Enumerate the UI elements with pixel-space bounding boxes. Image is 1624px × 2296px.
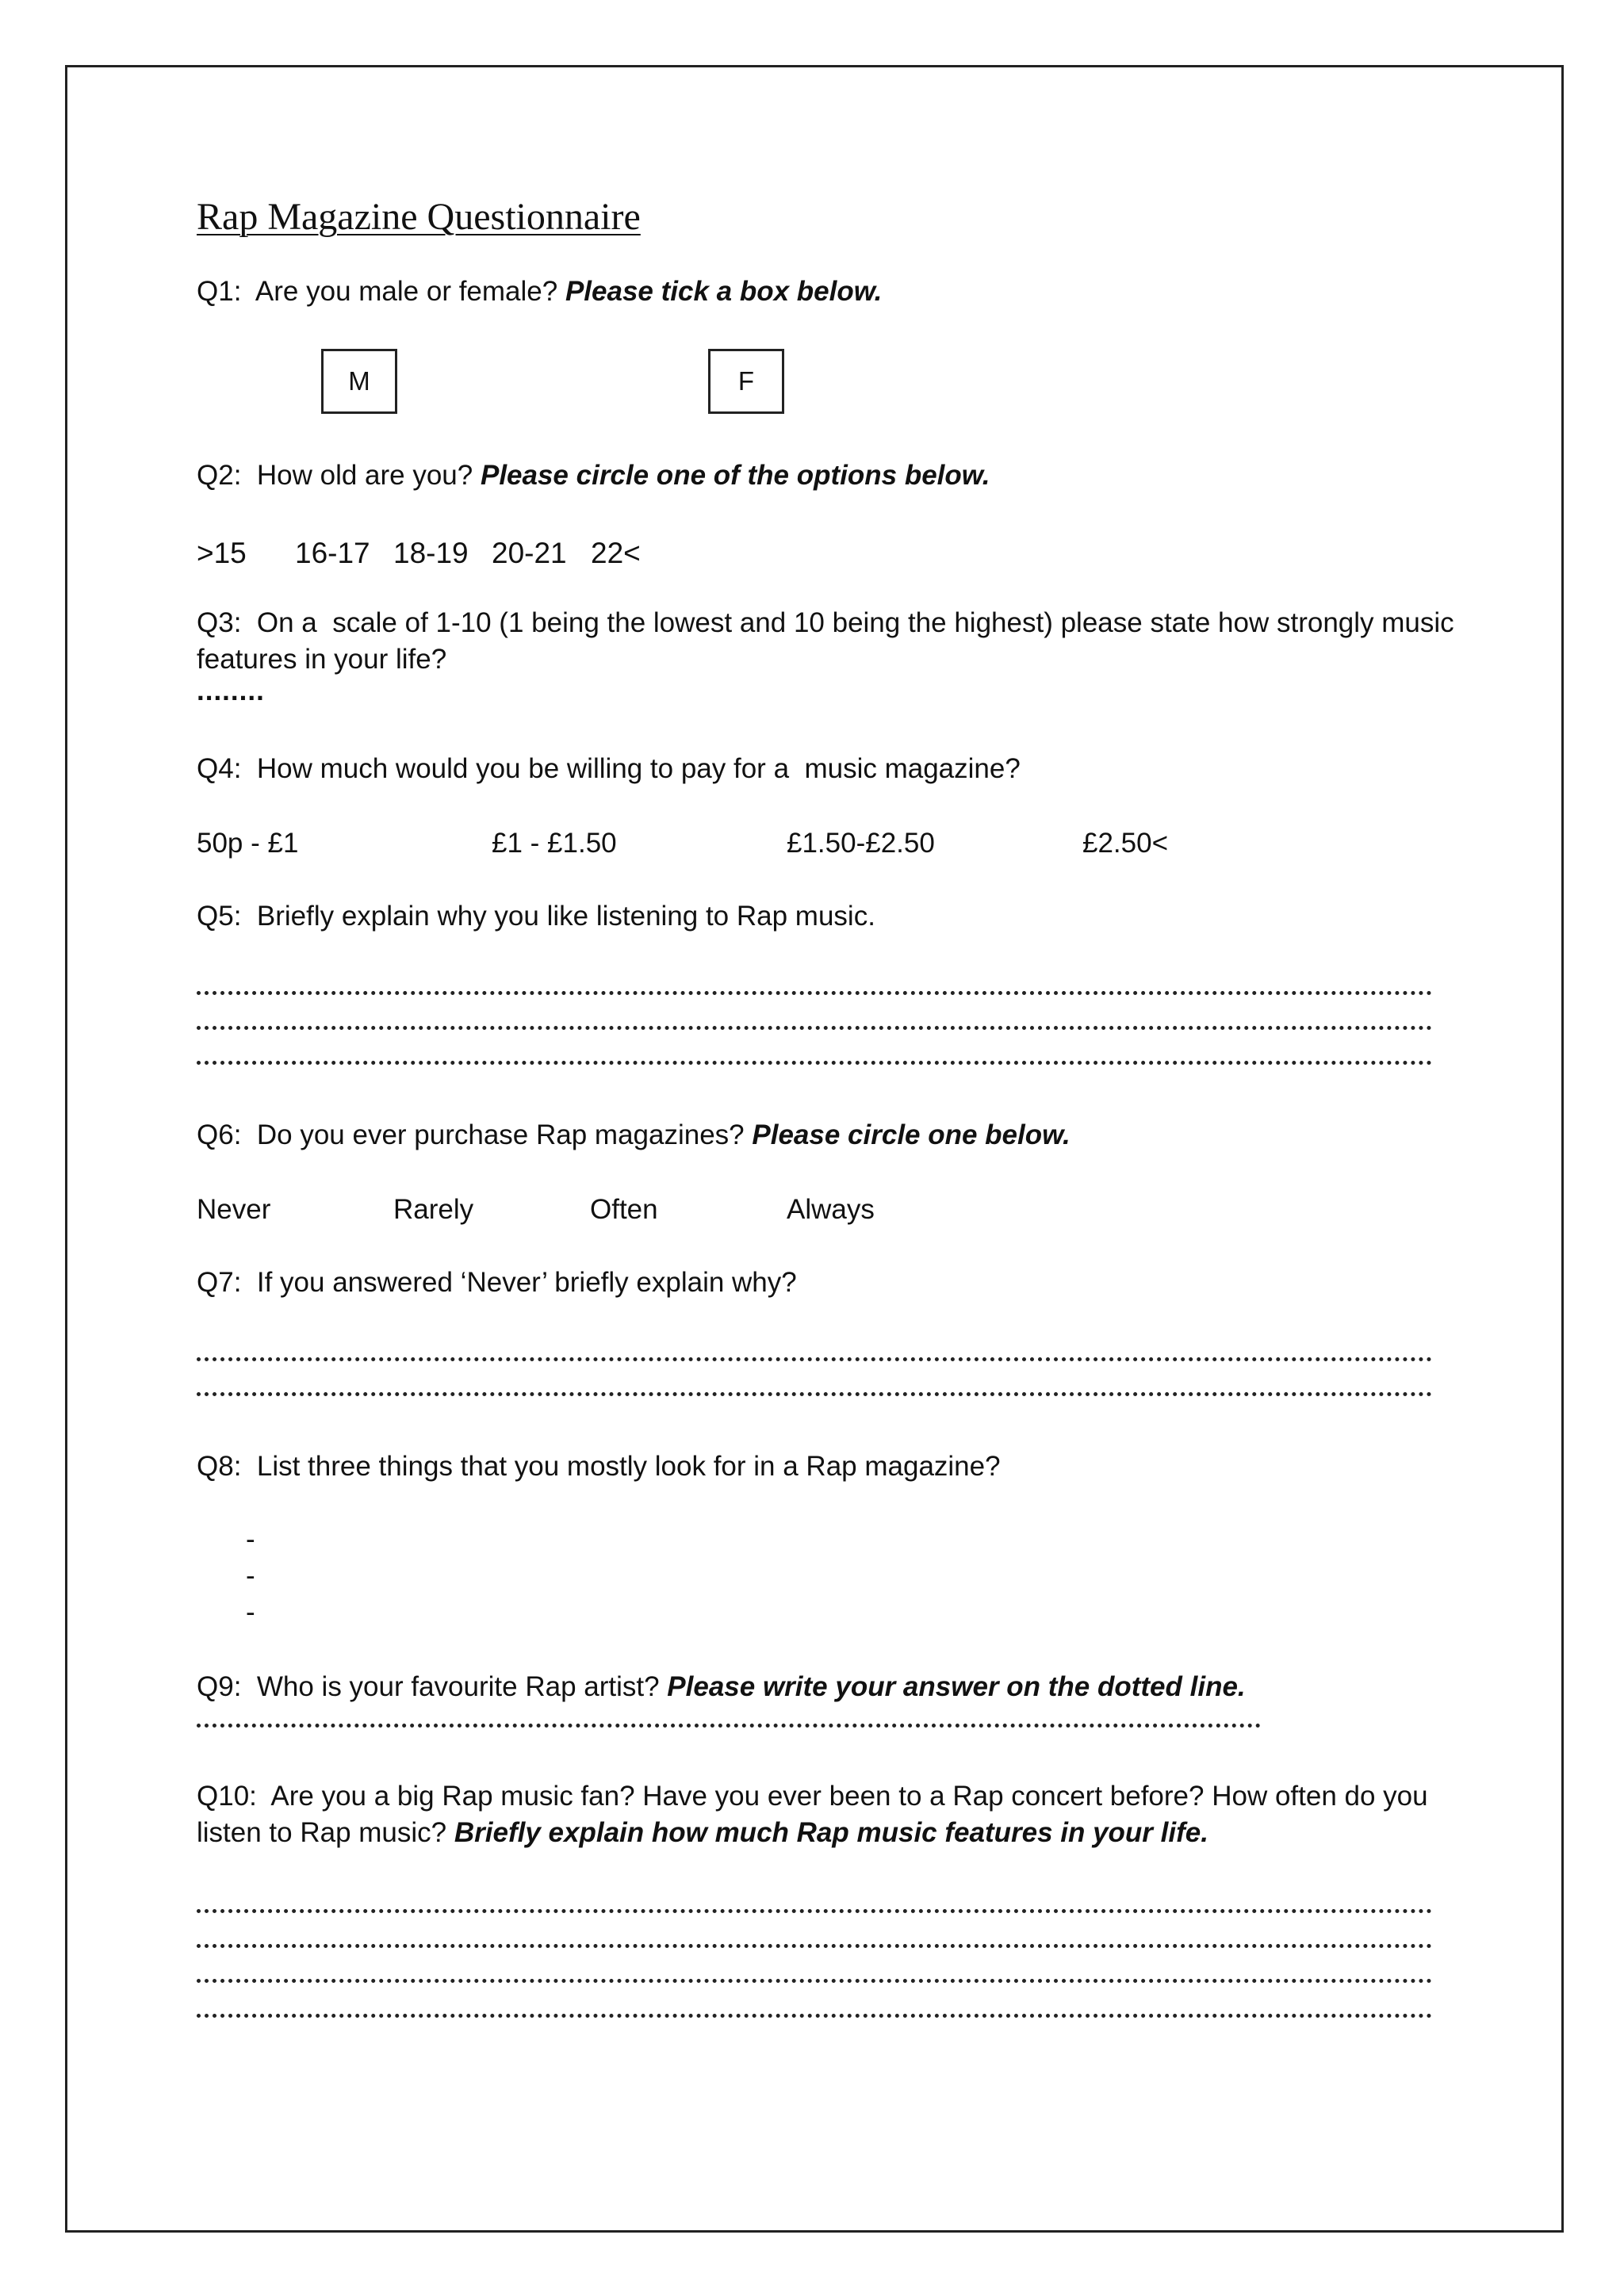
q9-question: Q9: Who is your favourite Rap artist? [197, 1671, 668, 1702]
q10-answer-line[interactable] [197, 1979, 1432, 1983]
q9-instruction: Please write your answer on the dotted line. [667, 1671, 1246, 1702]
q2-instruction: Please circle one of the options below. [480, 460, 990, 491]
q10-line1: Q10: Are you a big Rap music fan? Have you ever been to a Rap concert before? How often do you [197, 1781, 1428, 1812]
q10-line2 [197, 1816, 1208, 1850]
q1-question: Q1: Are you male or female? [197, 276, 565, 307]
male-checkbox[interactable]: M [321, 349, 397, 414]
q8-bullet[interactable]: - [246, 1560, 255, 1591]
age-option[interactable]: 16-17 [295, 537, 370, 569]
q5-question: Q5: Briefly explain why you like listening to Rap music. [197, 901, 875, 932]
q7-answer-line[interactable] [197, 1357, 1432, 1361]
age-option[interactable]: >15 [197, 537, 247, 569]
female-checkbox[interactable]: F [708, 349, 784, 414]
age-option[interactable]: 20-21 [492, 537, 567, 569]
q9-answer-line[interactable] [197, 1724, 1261, 1728]
price-option[interactable]: 50p - £1 [197, 828, 299, 859]
q8-bullet[interactable]: - [246, 1524, 255, 1555]
purchase-option[interactable]: Rarely [393, 1194, 474, 1225]
q6-text [197, 1118, 1071, 1153]
q10-answer-line[interactable] [197, 2014, 1432, 2018]
purchase-option[interactable]: Always [787, 1194, 875, 1225]
q2-question: Q2: How old are you? [197, 460, 481, 491]
q3-line1: Q3: On a scale of 1-10 (1 being the lowest and 10 being the highest) please state how strongly music [197, 607, 1454, 638]
q5-answer-line[interactable] [197, 1026, 1432, 1030]
q4-question: Q4: How much would you be willing to pay for a music magazine? [197, 753, 1021, 784]
q10-answer-line[interactable] [197, 1944, 1432, 1948]
q1-text [197, 274, 882, 309]
q3-line2: features in your life? [197, 644, 447, 675]
q8-bullet[interactable]: - [246, 1597, 255, 1628]
q8-question: Q8: List three things that you mostly look for in a Rap magazine? [197, 1451, 1001, 1482]
q2-text [197, 458, 990, 493]
q7-answer-line[interactable] [197, 1392, 1432, 1396]
q6-question: Q6: Do you ever purchase Rap magazines? [197, 1119, 753, 1150]
page-title: Rap Magazine Questionnaire [197, 196, 641, 238]
q6-instruction: Please circle one below. [752, 1119, 1071, 1150]
purchase-option[interactable]: Never [197, 1194, 271, 1225]
price-option[interactable]: £1.50-£2.50 [787, 828, 935, 859]
q10-instruction: Briefly explain how much Rap music features in your life. [454, 1817, 1208, 1848]
price-option[interactable]: £1 - £1.50 [492, 828, 617, 859]
age-option[interactable]: 18-19 [393, 537, 469, 569]
q5-answer-line[interactable] [197, 1061, 1432, 1065]
price-option[interactable]: £2.50< [1082, 828, 1169, 859]
q3-answer-line[interactable]: ........ [197, 675, 265, 706]
q10-answer-line[interactable] [197, 1909, 1432, 1913]
age-option[interactable]: 22< [591, 537, 641, 569]
q9-text [197, 1670, 1246, 1705]
q1-instruction: Please tick a box below. [565, 276, 883, 307]
q10-question-end: listen to Rap music? [197, 1817, 454, 1848]
q5-answer-line[interactable] [197, 991, 1432, 995]
purchase-option[interactable]: Often [590, 1194, 658, 1225]
q7-question: Q7: If you answered ‘Never’ briefly explain why? [197, 1267, 797, 1298]
